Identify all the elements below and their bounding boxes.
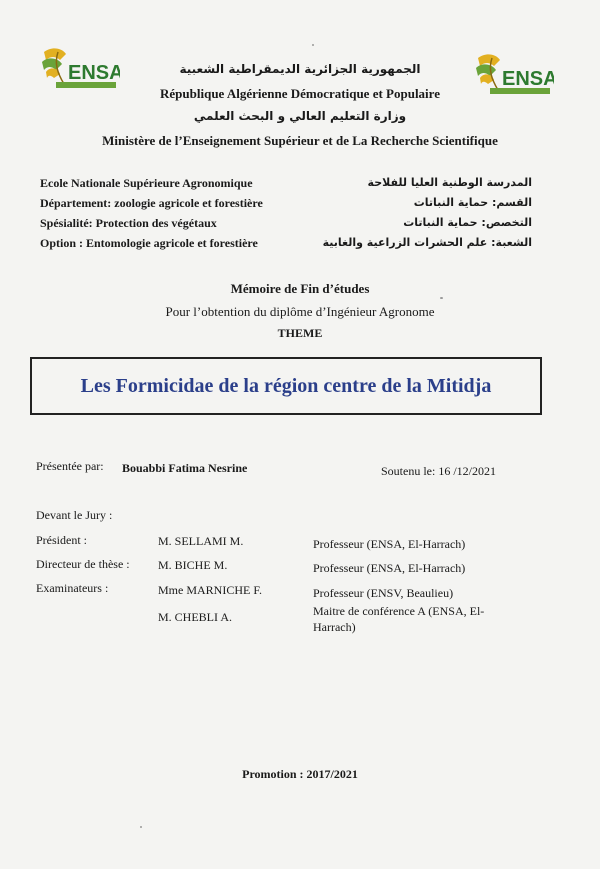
examiner1-title: Professeur (ENSV, Beaulieu)	[313, 586, 454, 600]
department-french: Département: zoologie agricole et forestière	[40, 196, 263, 210]
director-title: Professeur (ENSA, El-Harrach)	[313, 561, 466, 575]
president-title: Professeur (ENSA, El-Harrach)	[313, 537, 466, 551]
republic-arabic: الجمهورية الجزائرية الديمقراطية الشعبية	[179, 62, 421, 76]
theme-box	[30, 357, 542, 415]
school-french: Ecole Nationale Supérieure Agronomique	[40, 176, 253, 190]
examiner1-name: Mme MARNICHE F.	[158, 583, 263, 597]
ministry-arabic: وزارة التعليم العالي و البحث العلمي	[193, 109, 407, 123]
president-name: M. SELLAMI M.	[158, 534, 244, 548]
director-label: Directeur de thèse :	[36, 557, 130, 571]
president-label: Président :	[36, 533, 87, 547]
memoire-subtitle: Pour l’obtention du diplôme d’Ingénieur Agronome	[165, 304, 435, 319]
presented-label: Présentée par:	[36, 459, 104, 473]
promotion: Promotion : 2017/2021	[242, 767, 358, 781]
svg-text:ENSA: ENSA	[502, 68, 554, 90]
svg-text:ENSA: ENSA	[68, 62, 120, 84]
republic-french: République Algérienne Démocratique et Populaire	[160, 86, 440, 101]
director-name: M. BICHE M.	[158, 558, 228, 572]
examiner2-title-line1: Maitre de conférence A (ENSA, El-	[313, 604, 485, 618]
examiner2-name: M. CHEBLI A.	[158, 610, 233, 624]
author-name: Bouabbi Fatima Nesrine	[122, 461, 248, 475]
scan-speck	[312, 44, 314, 46]
memoire-title: Mémoire de Fin d’études	[230, 281, 370, 296]
theme-title: Les Formicidae de la région centre de la Mitidja	[80, 374, 492, 397]
option-french: Option : Entomologie agricole et forestière	[40, 236, 258, 250]
examiner2-title-line2: Harrach)	[313, 620, 356, 634]
speciality-arabic: التخصص: حماية النباتات	[403, 216, 532, 229]
option-arabic: الشعبة: علم الحشرات الزراعية والغابية	[322, 236, 532, 249]
school-arabic: المدرسة الوطنية العليا للفلاحة	[367, 176, 532, 189]
examiners-label: Examinateurs :	[36, 581, 109, 595]
speciality-french: Spésialité: Protection des végétaux	[40, 216, 217, 230]
ministry-french: Ministère de l’Enseignement Supérieur et de La Recherche Scientifique	[102, 133, 498, 148]
theme-label: THEME	[277, 326, 323, 340]
department-arabic: القسم: حماية النباتات	[413, 196, 532, 209]
jury-heading: Devant le Jury :	[36, 508, 113, 522]
scan-speck	[440, 297, 443, 299]
defense-date: Soutenu le: 16 /12/2021	[381, 464, 496, 478]
scan-speck	[140, 826, 142, 828]
